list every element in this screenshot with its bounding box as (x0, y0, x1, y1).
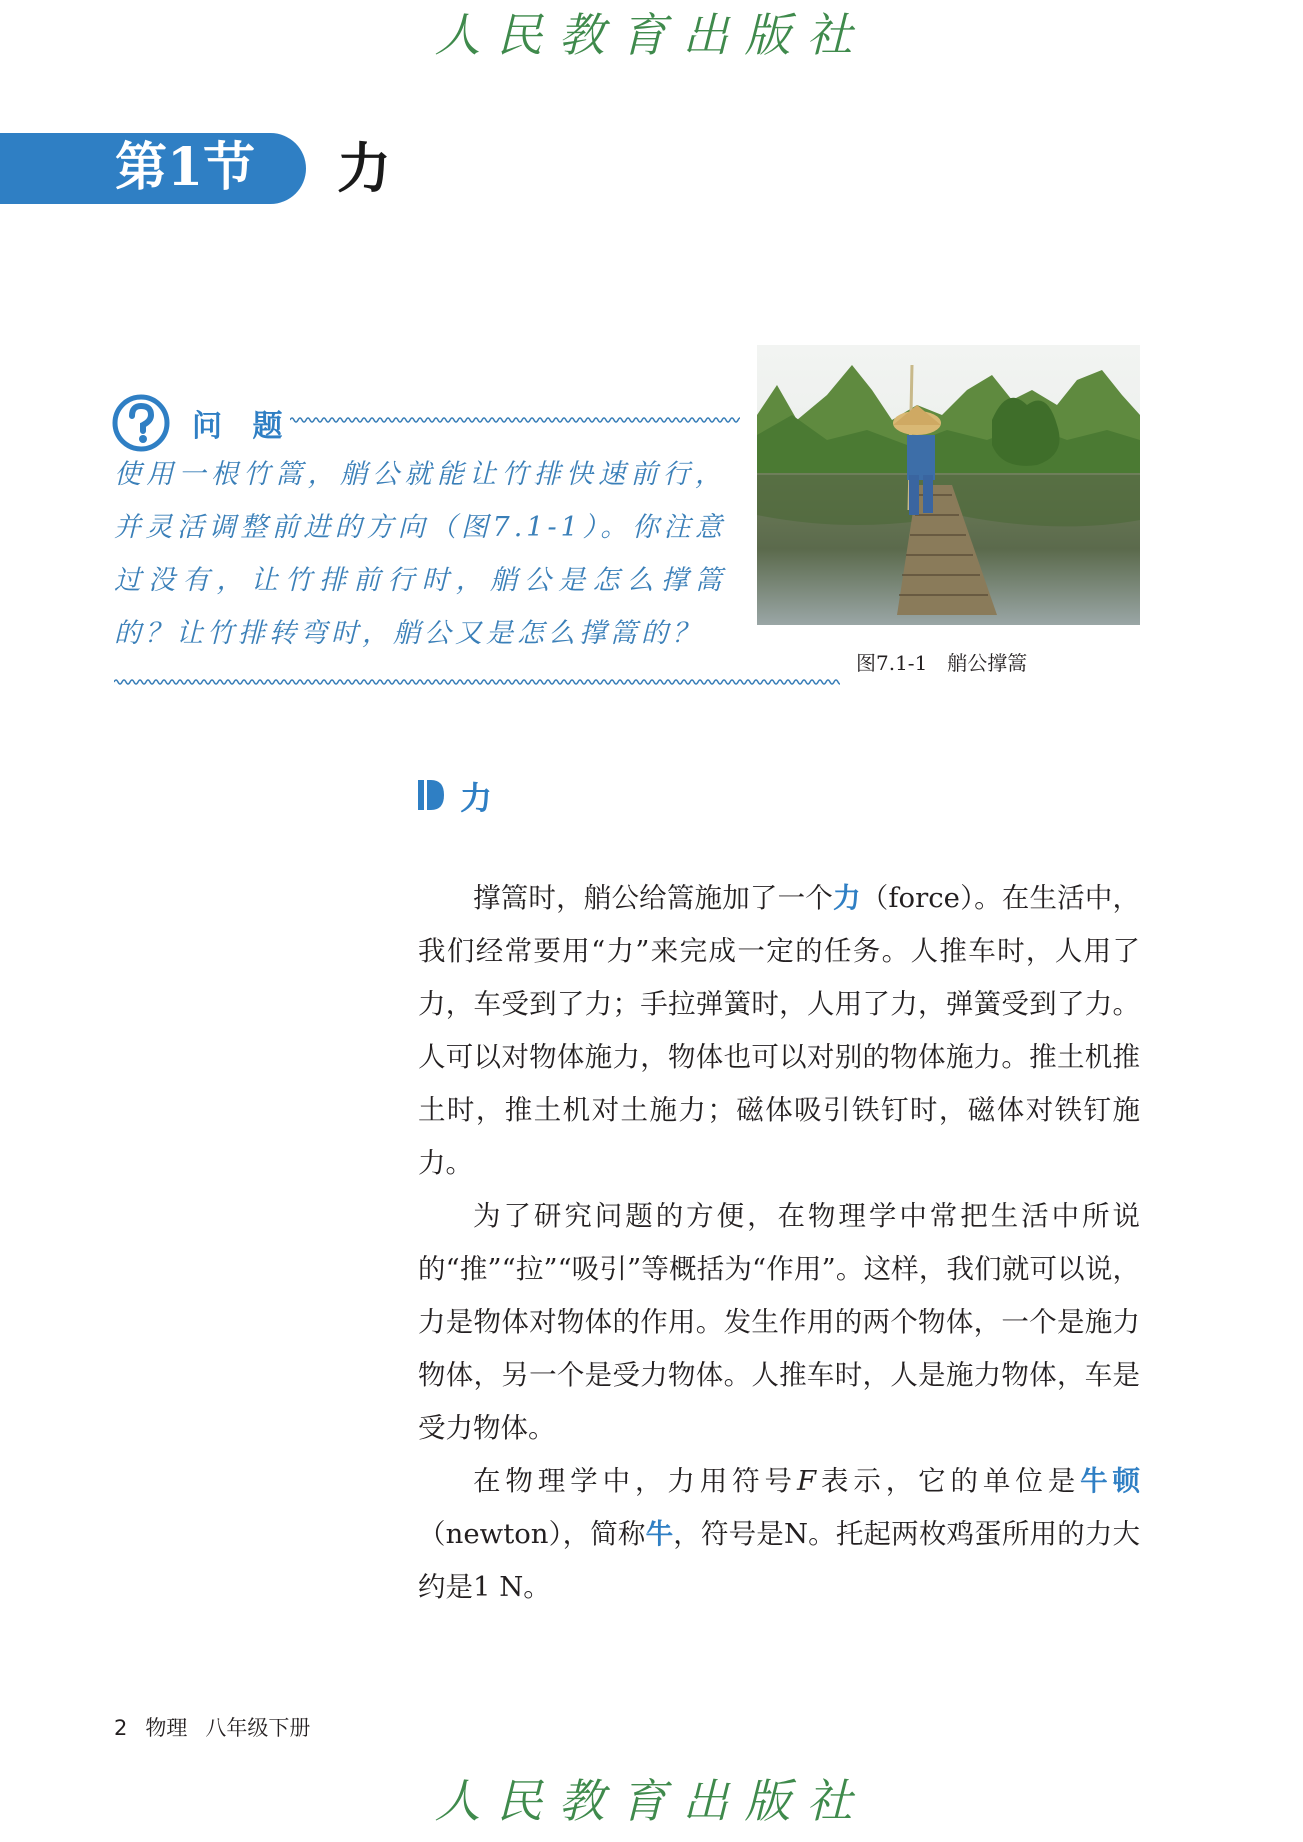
wave-divider-bottom (114, 676, 840, 688)
section-number: 第1节 (115, 137, 256, 198)
question-label: 问 题 (192, 409, 293, 444)
wave-divider-top (290, 414, 740, 426)
figure-number: 图7.1-1 (856, 651, 928, 675)
paragraph-3: 在物理学中，力用符号F表示，它的单位是牛顿（newton），简称牛，符号是N。托起两枚鸡蛋所用的力大约是1 N。 (418, 1465, 1141, 1603)
subheading-force: 力 (460, 779, 493, 817)
figure-title: 艄公撑篙 (947, 651, 1028, 675)
term-force: 力 (832, 882, 861, 914)
body-text (418, 872, 1140, 1614)
boatman-photo (757, 345, 1140, 625)
question-icon (112, 394, 170, 452)
paragraph-2: 为了研究问题的方便，在物理学中常把生活中所说的“推”“拉”“吸引”等概括为“作用”。这样，我们就可以说，力是物体对物体的作用。发生作用的两个物体，一个是施力物体，另一个是受力物体。人推车时，人是施力物体，车是受力物体。 (418, 1200, 1140, 1444)
publisher-logo-bottom: 人民教育出版社 (434, 1774, 869, 1828)
figure-caption (856, 647, 1027, 676)
term-niu: 牛 (645, 1518, 674, 1550)
book-grade: 八年级下册 (205, 1716, 311, 1740)
book-subject: 物理 (145, 1716, 188, 1740)
subheading-bullet-icon (418, 780, 444, 810)
publisher-logo-top: 人民教育出版社 (434, 8, 869, 62)
page-footer (114, 1712, 310, 1742)
section-title: 力 (337, 136, 391, 200)
term-newton: 牛顿 (1080, 1465, 1141, 1497)
paragraph-1: 撑篙时，艄公给篙施加了一个力（force）。在生活中，我们经常要用“力”来完成一定的任务。人推车时，人用了力，车受到了力；手拉弹簧时，人用了力，弹簧受到了力。人可以对物体施力，物体也可以对别的物体施力。推土机推土时，推土机对土施力；磁体吸引铁钉时，磁体对铁钉施力。 (418, 882, 1141, 1179)
page-number: 2 (114, 1716, 128, 1740)
symbol-f: F (796, 1465, 817, 1497)
question-text: 使用一根竹篙，艄公就能让竹排快速前行，并灵活调整前进的方向（图7.1-1）。你注意过没有，让竹排前行时，艄公是怎么撑篙的？让竹排转弯时，艄公又是怎么撑篙的？ (114, 459, 726, 649)
